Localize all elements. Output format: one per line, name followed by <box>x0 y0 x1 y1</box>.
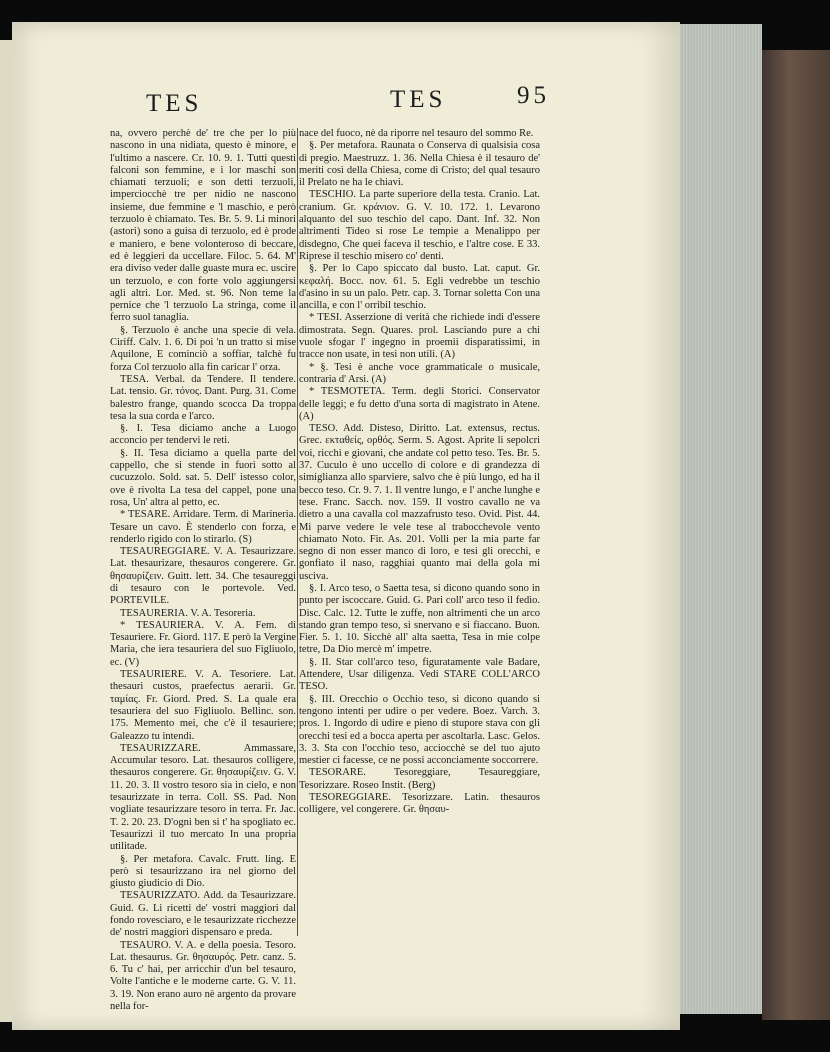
left-column <box>110 128 297 1013</box>
entry-paragraph: TESA. Verbal. da Tendere. Il tendere. Lat. tensio. Gr. τόνος. Dant. Purg. 31. Come balestro frange, quando scocca Da troppa tesa la sua corda e l'arco. <box>110 373 296 422</box>
page-number: 95 <box>517 82 550 109</box>
column-divider <box>297 128 298 936</box>
entry-paragraph: §. I. Arco teso, o Saetta tesa, si dicono quando sono in punto per iscoccare. Guid. G. Pari coll' arco teso il fedìo. Disc. Calc. 12. Tutte le zuffe, non altrimenti che un arco stando gran tempo teso, si snervano e si fiaccano. Buon. Fier. 5. 1. 10. Sicchè all' alta saetta, Tesa in mie colpe tetre, Da Dio mercè m' impetre. <box>299 582 540 656</box>
entry-paragraph: §. Terzuolo è anche una specie di vela. Ciriff. Calv. 1. 6. Di poi 'n un tratto si mise Aquilone, E cominciò a soffiar, talchè fu forza Col terzuolo alla fin caricar l' orza. <box>110 324 296 373</box>
entry-paragraph: §. II. Tesa diciamo a quella parte del cappello, che si stende in fuori sotto al cucuzzolo. Sold. sat. 5. Dell' istesso color, ove è rivolta La tesa del cappel, pone una rosa, Un' altra al petto, ec. <box>110 447 296 508</box>
entry-paragraph: * §. Tesi è anche voce grammaticale o musicale, contraria d' Arsi. (A) <box>299 361 540 385</box>
header-middle-word: TES <box>390 86 447 113</box>
book-cover <box>762 50 830 1020</box>
entry-paragraph: * TESMOTETA. Term. degli Storici. Conservator delle leggi; e fu detto d'una sorta di magistrato in Atene. (A) <box>299 386 540 422</box>
entry-paragraph: §. Per metafora. Raunata o Conserva di qualsisia cosa di pregio. Maestruzz. 1. 36. Nella Chiesa è il tesauro de' meriti così della Chiesa, come di Cristo; del qual tesauro il Prelato ne ha le chiavi. <box>299 140 540 189</box>
entry-paragraph: TESAURIZZARE. Ammassare, Accumular tesoro. Lat. thesauros colligere, thesauros congerere. Gr. θησαυρίζειν. G. V. 11. 20. 3. Il vostro tesoro sia in cielo, e non tesaurizzate in terra. Coll. SS. Pad. Non vogliate tesaurizzare tesoro in terra. Fr. Jac. T. 2. 20. 23. D'ogni ben si t' ha spogliato ec. Tesaurizzi il tuo mercato In una propria utilitade. <box>110 742 296 853</box>
entry-paragraph: §. Per metafora. Cavalc. Frutt. ling. E però si tesaurizzano ira nel giorno del giusto giudicio di Dio. <box>110 853 296 890</box>
entry-paragraph: * TESI. Asserzione di verità che richiede indi d'essere dimostrata. Segn. Quares. prol. Lasciando pure a chi vuole sfogar l' ingegno in proemii disparatissimi, in tracce non usate, in tesi non utili. (A) <box>299 312 540 361</box>
entry-paragraph: na, ovvero perchè de' tre che per lo più nascono in una nidiata, questo è minore, e l'ultimo a nascere. Cr. 10. 9. 1. Tutti questi falconi son femmine, e i lor maschi son chiamati terzuoli; e son detti terzuoli, imperciocchè tre per nidio ne nascono insieme, due femmine e 'l maschio, e però terzuolo è chiamato. Tes. Br. 5. 9. Li minori (astori) sono a guisa di terzuolo, ed è prode e maniero, e bene volonteroso di beccare, ed è leggieri da uccellare. Filoc. 5. 64. M' era diviso veder dalle guaste mura ec. uscire un terzuolo, e con forte volo aggiungersi agli altri. Lor. Med. st. 96. Non teme la pernice che 'l terzuolo La stringa, come il ferro suol tanaglia. <box>110 128 297 324</box>
entry-paragraph: TESCHIO. La parte superiore della testa. Cranio. Lat. cranium. Gr. κράνιον. G. V. 10. 172. 1. Levarono alquanto del suo teschio del capo. Dant. Inf. 32. Non altrimenti Tideo si rose Le tempie a Menalippo per disdegno, Che quei faceva il teschio, e l'altre cose. E 33. Riprese il teschio misero co' denti. <box>299 189 540 262</box>
entry-paragraph: TESO. Add. Disteso, Diritto. Lat. extensus, rectus. Grec. εκταθείς, ορθός. Serm. S. Agost. Aprite li sepolcri voi, ricchi e giovani, che andate col petto teso. Tes. Br. 5. 37. Cuculo è uno uccello di colore e di grandezza di simiglianza allo sparviere, salvo che è più lungo, ed ha il becco teso. Cr. 9. 7. 1. Il ventre lungo, e l' anche lunghe e tese. Franc. Sacch. nov. 159. Il vostro cavallo ne va dietro a una cavalla col mazzafrusto teso. Ovid. Pist. 44. Mi parve vedere le vele tese al trabocchevole vento chiamato Noto. Fir. As. 201. Volli per la mia parte far segno di non esser manco di loro, e tesi gli orecchi, e gonfiato il naso, ragghiai quanto mai della gola mi usciva. <box>299 423 540 582</box>
entry-paragraph: TESAURIERE. V. A. Tesoriere. Lat. thesauri custos, praefectus aerarii. Gr. ταμίας. Fr. Giord. Pred. S. La quale era tesauriera del suo Figliuolo. Bellinc. son. 175. Memento mei, che c'è il tesauriere; Galeazzo tu intendi. <box>110 669 296 742</box>
running-header <box>12 82 680 126</box>
entry-paragraph: §. I. Tesa diciamo anche a Luogo acconcio per tendervi le reti. <box>110 423 296 447</box>
entry-paragraph: * TESARE. Arridare. Term. di Marineria. Tesare un cavo. È stenderlo con forza, e renderlo rigido con lo stirarlo. (S) <box>110 509 296 545</box>
entry-paragraph: §. Per lo Capo spiccato dal busto. Lat. caput. Gr. κεφαλή. Bocc. nov. 61. 5. Egli vedrebbe un teschio d'asino in su un palo. Petr. cap. 3. Tornar soletta Con una ancilla, e con l' orribil teschio. <box>299 263 540 312</box>
entry-paragraph: TESAURERIA. V. A. Tesoreria. <box>120 607 256 619</box>
entry-paragraph: TESAURO. V. A. e della poesia. Tesoro. Lat. thesaurus. Gr. θησαυρός. Petr. canz. 5. 6. Tu c' hai, per arricchir d'un bel tesauro, Volte l'antiche e le moderne carte. G. V. 11. 3. 19. Non erano auro nè argento da provare nella for- <box>110 939 296 1013</box>
entry-paragraph: §. III. Orecchio o Occhio teso, si dicono quando si tengono intenti per udire o per vedere. Boez. Varch. 3. pros. 1. Ingordo di udire e pieno di stupore stava con gli orecchi tesi ed a bocca aperta per ascoltarla. Lasc. Gelos. 3. 3. Sta con l'occhio teso, acciocchè se del tuo ajuto mestier ci facesse, ce ne possi acconciamente soccorrere. <box>299 693 540 767</box>
entry-paragraph: TESAURIZZATO. Add. da Tesaurizzare. Guid. G. Li ricetti de' vostri maggiori dal fondo rovesciaro, e le tesaurizzate ricchezze de' nostri maggiori dispensaro e preda. <box>110 890 296 939</box>
page <box>12 22 680 1030</box>
entry-paragraph: TESOREGGIARE. Tesorizzare. Latin. thesauros colligere, vel congerere. Gr. θησαυ- <box>299 792 540 816</box>
entry-paragraph: TESORARE. Tesoreggiare, Tesaureggiare, Tesorizzare. Roseo Instit. (Berg) <box>299 767 540 791</box>
entry-paragraph: nace del fuoco, nè da riporre nel tesauro del sommo Re. <box>299 128 534 139</box>
entry-paragraph: §. II. Star coll'arco teso, figuratamente vale Badare, Attendere, Usar diligenza. Vedi STARE COLL'ARCO TESO. <box>299 656 540 693</box>
left-page-edge <box>0 40 12 1022</box>
entry-paragraph: TESAUREGGIARE. V. A. Tesaurizzare. Lat. thesaurizare, thesauros congerere. Gr. θησαυρίζειν. Guitt. lett. 34. Che tesaureggi di tesauro con le portevole. Ved. PORTEVILE. <box>110 546 296 607</box>
header-left-word: TES <box>146 90 203 117</box>
page-block-edge <box>680 24 762 1014</box>
right-column <box>299 128 540 948</box>
entry-paragraph: * TESAURIERA. V. A. Fem. di Tesauriere. Fr. Giord. 117. E però la Vergine Maria, che iera tesauriera del suo Figliuolo, ec. (V) <box>110 619 296 668</box>
